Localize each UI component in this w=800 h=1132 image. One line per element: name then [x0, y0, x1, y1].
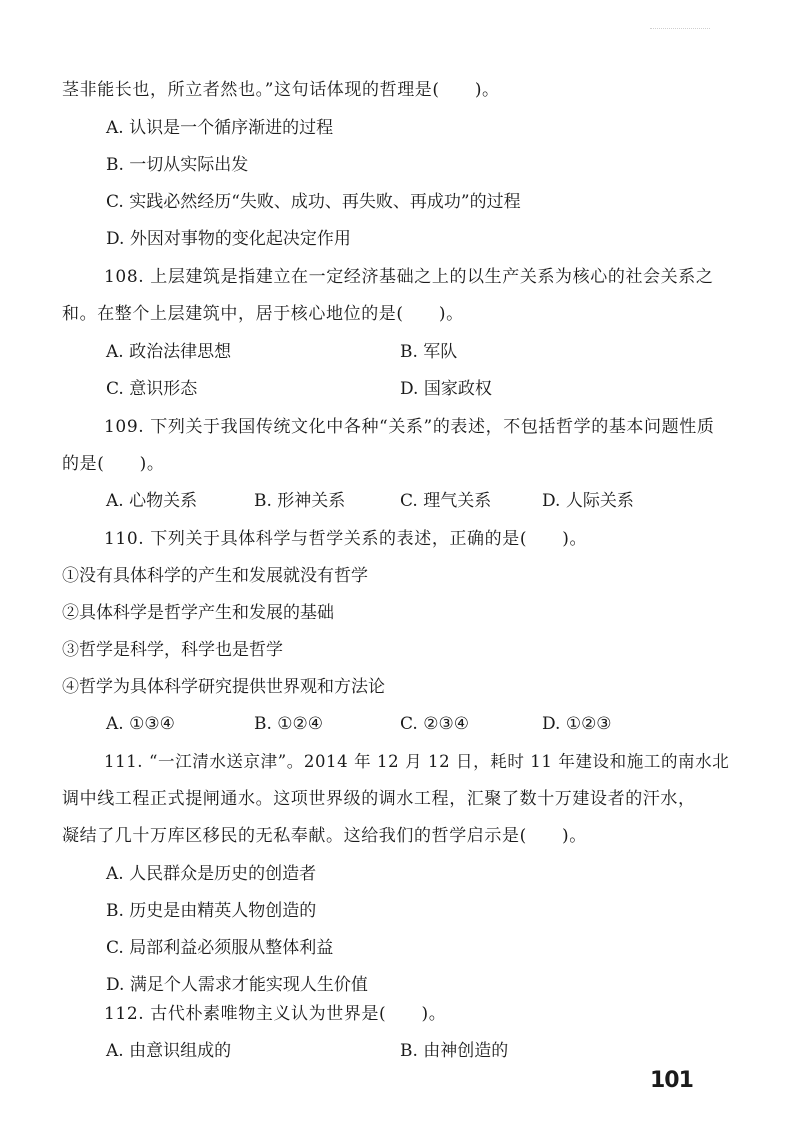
- q111-stem-line2: 调中线工程正式提闸通水。这项世界级的调水工程，汇聚了数十万建设者的汗水，: [62, 789, 696, 809]
- q110-statement-3: ③哲学是科学，科学也是哲学: [62, 640, 283, 660]
- q109-option-c: C. 理气关系: [400, 491, 492, 511]
- q108-stem-line2: 和。在整个上层建筑中，居于核心地位的是( )。: [62, 304, 464, 324]
- page-number: 101: [650, 1068, 693, 1093]
- q112-stem: 112. 古代朴素唯物主义认为世界是( )。: [104, 1004, 447, 1024]
- q111-option-b: B. 历史是由精英人物创造的: [106, 901, 317, 921]
- scan-artifact: [650, 28, 710, 33]
- q107-option-d: D. 外因对事物的变化起决定作用: [106, 229, 351, 249]
- q111-option-a: A. 人民群众是历史的创造者: [106, 864, 317, 884]
- q107-option-b: B. 一切从实际出发: [106, 155, 249, 175]
- q110-option-c: C. ②③④: [400, 714, 469, 734]
- q110-statement-1: ①没有具体科学的产生和发展就没有哲学: [62, 566, 368, 586]
- q107-option-a: A. 认识是一个循序渐进的过程: [106, 118, 334, 138]
- q107-option-c: C. 实践必然经历“失败、成功、再失败、再成功”的过程: [106, 192, 521, 212]
- q110-statement-2: ②具体科学是哲学产生和发展的基础: [62, 603, 334, 623]
- q110-stem: 110. 下列关于具体科学与哲学关系的表述，正确的是( )。: [104, 529, 588, 549]
- q109-option-d: D. 人际关系: [542, 491, 634, 511]
- q108-stem-line1: 108. 上层建筑是指建立在一定经济基础之上的以生产关系为核心的社会关系之: [104, 267, 714, 287]
- q108-option-b: B. 军队: [400, 342, 458, 362]
- q108-option-a: A. 政治法律思想: [106, 342, 232, 362]
- q112-option-b: B. 由神创造的: [400, 1041, 509, 1061]
- q109-stem-line2: 的是( )。: [62, 454, 165, 474]
- q110-option-b: B. ①②④: [254, 714, 324, 734]
- q108-option-c: C. 意识形态: [106, 379, 198, 399]
- q110-statement-4: ④哲学为具体科学研究提供世界观和方法论: [62, 677, 385, 697]
- q107-stem-continuation: 茎非能长也，所立者然也。”这句话体现的哲理是( )。: [62, 80, 500, 100]
- q110-option-a: A. ①③④: [106, 714, 175, 734]
- q111-stem-line1: 111. “一江清水送京津”。2014 年 12 月 12 日，耗时 11 年建设和施工的南水北: [104, 752, 730, 771]
- q110-option-d: D. ①②③: [542, 714, 612, 734]
- q111-option-c: C. 局部利益必须服从整体利益: [106, 938, 334, 958]
- q111-stem-line3: 凝结了几十万库区移民的无私奉献。这给我们的哲学启示是( )。: [62, 826, 587, 846]
- q109-stem-line1: 109. 下列关于我国传统文化中各种“关系”的表述，不包括哲学的基本问题性质: [104, 417, 715, 437]
- q112-option-a: A. 由意识组成的: [106, 1041, 232, 1061]
- q109-option-a: A. 心物关系: [106, 491, 198, 511]
- q111-option-d: D. 满足个人需求才能实现人生价值: [106, 975, 368, 995]
- q108-option-d: D. 国家政权: [400, 379, 492, 399]
- q109-option-b: B. 形神关系: [254, 491, 346, 511]
